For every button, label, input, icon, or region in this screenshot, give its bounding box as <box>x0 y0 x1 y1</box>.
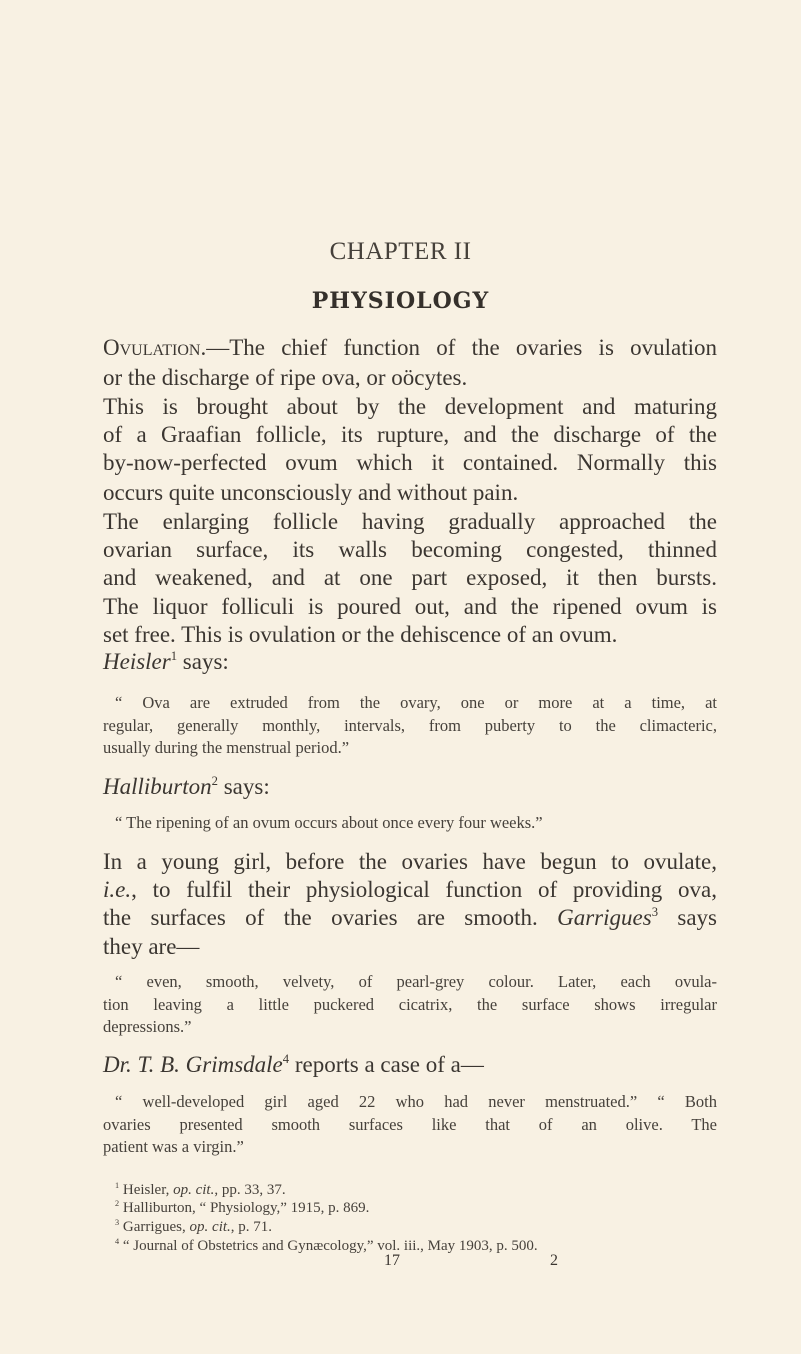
text: “ well-developed girl aged 22 who had never menstruated.” “ Both <box>115 1092 717 1111</box>
text: “ The ripening of an ovum occurs about once every four weeks.” <box>115 813 543 832</box>
text: , to fulfil their physiological function of providing ova, <box>131 877 717 902</box>
footnote <box>103 1218 717 1237</box>
text: ovarian surface, its walls becoming congested, thinned <box>103 537 717 562</box>
footnote <box>103 1199 717 1218</box>
text-line <box>103 333 717 363</box>
text: This is brought about by the development and maturing <box>103 394 717 419</box>
text: the surfaces of the ovaries are smooth. <box>103 905 558 930</box>
signature-mark: 2 <box>550 1252 558 1269</box>
text: they are— <box>103 934 200 959</box>
text: Heisler, <box>119 1181 174 1198</box>
quote-line <box>103 1114 717 1136</box>
italic-text: Dr. T. B. Grimsdale <box>103 1052 283 1077</box>
text: “ Ova are extruded from the ovary, one or more at a time, at <box>115 693 717 712</box>
footnote-ref: 2 <box>211 774 218 789</box>
text: set free. This is ovulation or the dehiscence of an ovum. <box>103 622 618 647</box>
text: The liquor folliculi is poured out, and the ripened ovum is <box>103 594 717 619</box>
text: In a young girl, before the ovaries have begun to ovulate, <box>103 849 717 874</box>
footnote-ref: 2 <box>115 1198 120 1208</box>
text: and weakened, and at one part exposed, it then bursts. <box>103 565 717 590</box>
text: or the discharge of ripe ova, or oöcytes. <box>103 365 468 390</box>
text: The enlarging follicle having gradually approached the <box>103 509 717 534</box>
text-line <box>103 620 717 650</box>
text: patient was a virgin.” <box>103 1137 244 1156</box>
text-line <box>103 563 717 593</box>
text: depressions.” <box>103 1017 192 1036</box>
footnote <box>103 1237 717 1256</box>
footnote-ref: 3 <box>115 1217 120 1227</box>
quote-line <box>103 1136 717 1158</box>
text-line <box>103 932 717 962</box>
footnote <box>103 1181 717 1200</box>
quote-line <box>103 971 717 993</box>
text-line <box>103 363 717 393</box>
text: regular, generally monthly, intervals, from puberty to the climacteric, <box>103 716 717 735</box>
quote-line <box>103 994 717 1016</box>
text: Garrigues, <box>119 1218 190 1235</box>
text: “ Journal of Obstetrics and Gynæcology,” vol. iii., May 1903, p. 500. <box>119 1237 538 1254</box>
text: by-now-perfected ovum which it contained. Normally this <box>103 450 717 475</box>
footnote-ref: 3 <box>651 905 659 920</box>
page-number: 17 <box>384 1252 400 1269</box>
italic-text: op. cit. <box>189 1218 231 1235</box>
text-line <box>103 647 717 677</box>
text-line <box>103 392 717 422</box>
chapter-title: PHYSIOLOGY <box>311 288 490 314</box>
text-line <box>103 448 717 478</box>
italic-text: i.e. <box>103 877 132 902</box>
italic-text: op. cit. <box>173 1181 215 1198</box>
small-caps-text: Ovulation <box>103 335 201 360</box>
text-line <box>103 535 717 565</box>
italic-text: Garrigues <box>557 905 652 930</box>
quote-line <box>103 1091 717 1113</box>
text: , p. 71. <box>230 1218 273 1235</box>
chapter-heading: CHAPTER II <box>329 238 472 265</box>
text-line <box>103 592 717 622</box>
text-line <box>103 478 717 508</box>
text-line <box>103 847 717 877</box>
quote-line <box>103 737 717 759</box>
text: .—The chief function of the ovaries is ovulation <box>200 335 717 360</box>
text-line <box>103 420 717 450</box>
text: “ even, smooth, velvety, of pearl-grey colour. Later, each ovula- <box>115 972 717 991</box>
text-line <box>103 875 717 905</box>
italic-text: Halliburton <box>103 774 212 799</box>
text: , pp. 33, 37. <box>214 1181 286 1198</box>
text: usually during the menstrual period.” <box>103 738 350 757</box>
text-line <box>103 772 717 802</box>
text-line <box>103 507 717 537</box>
text-line <box>103 903 717 933</box>
quote-line <box>103 812 717 834</box>
italic-text: Heisler <box>103 649 171 674</box>
footnote-ref: 4 <box>282 1052 290 1067</box>
footnote-ref: 1 <box>170 649 178 664</box>
text-line <box>103 1050 717 1080</box>
quote-line <box>103 715 717 737</box>
text: tion leaving a little puckered cicatrix, the surface shows irregular <box>103 995 717 1014</box>
quote-line <box>103 1016 717 1038</box>
text: Halliburton, “ Physiology,” 1915, p. 869. <box>119 1199 370 1216</box>
quote-line <box>103 692 717 714</box>
text: occurs quite unconsciously and without pain. <box>103 480 519 505</box>
text: ovaries presented smooth surfaces like that of an olive. The <box>103 1115 717 1134</box>
footnote-ref: 4 <box>115 1236 120 1246</box>
text: reports a case of a— <box>289 1052 484 1077</box>
text: says <box>658 905 717 930</box>
footnote-ref: 1 <box>115 1180 120 1190</box>
text: of a Graafian follicle, its rupture, and the discharge of the <box>103 422 717 447</box>
text: says: <box>217 774 270 799</box>
text: says: <box>177 649 229 674</box>
